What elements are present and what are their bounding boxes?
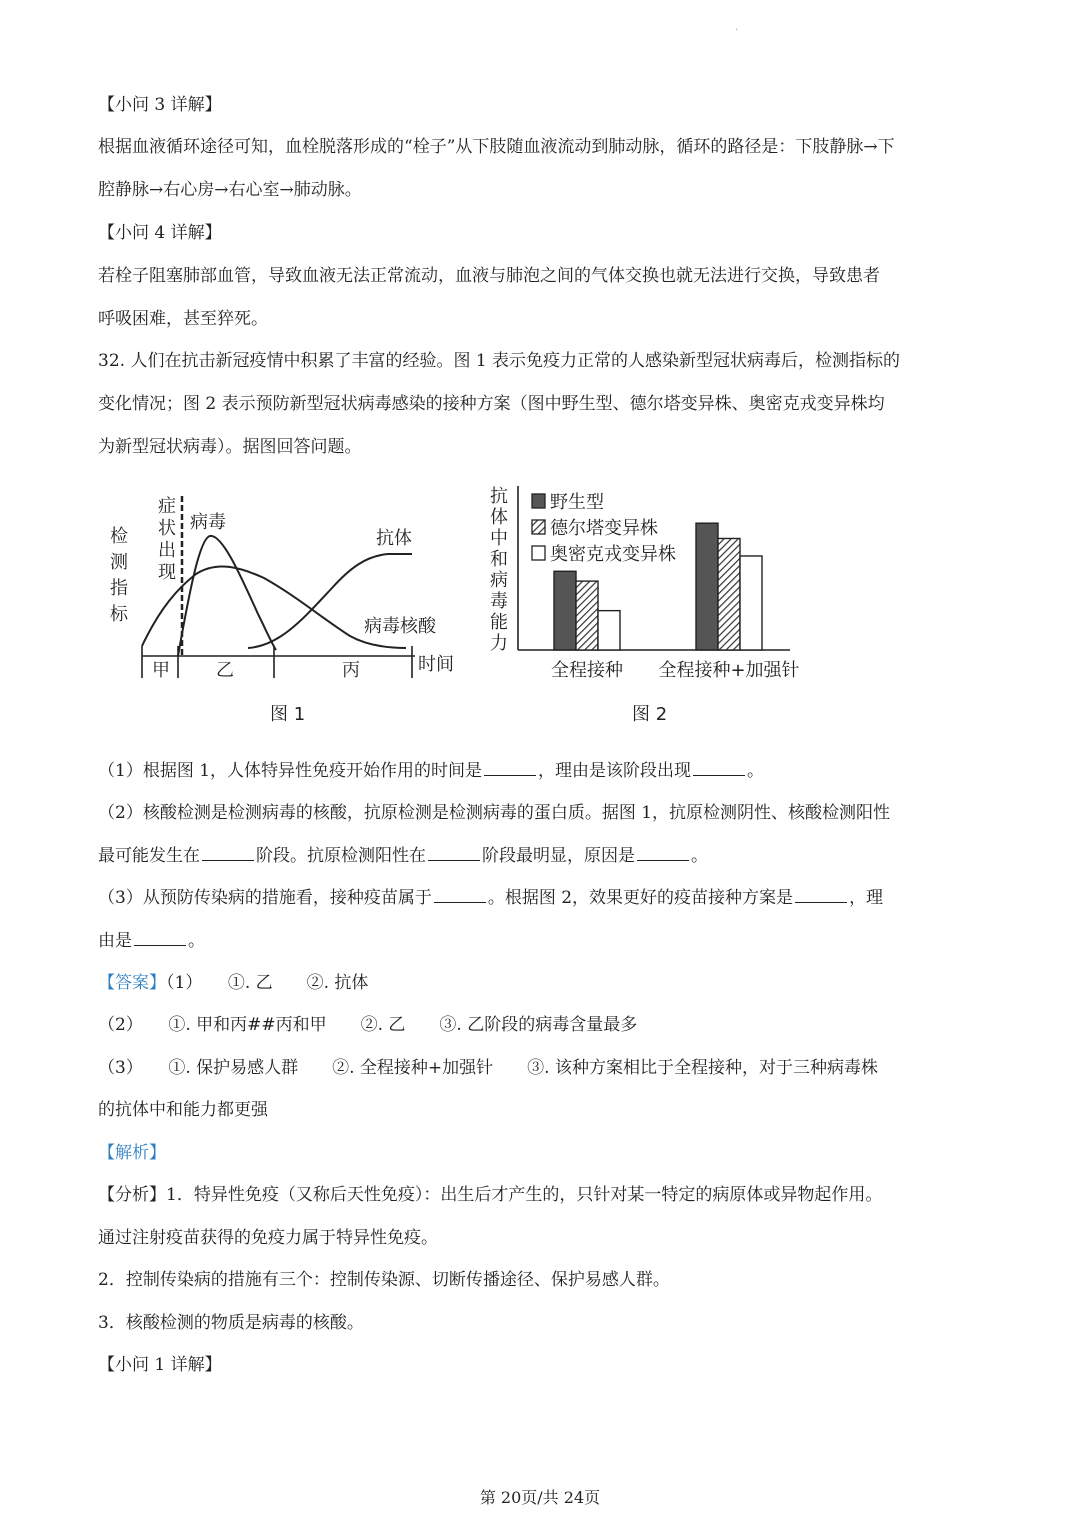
- fig1-ylabel-3: 指: [110, 578, 128, 599]
- fig2-category-label: 全程接种+加强针: [658, 660, 800, 681]
- fig2-ylabel-char: 和: [490, 549, 508, 570]
- fig2-legend-label: 野生型: [550, 492, 604, 513]
- blank-6: [434, 888, 486, 903]
- fig2-ylabel-char: 病: [490, 570, 508, 591]
- blank-7: [795, 888, 847, 903]
- fig2-caption: 图 2: [632, 704, 668, 725]
- analysis-line-1: 【分析】1．特异性免疫（又称后天性免疫）：出生后才产生的，只针对某一特定的病原体或异物起作用。: [98, 1185, 883, 1205]
- fig1-virus-curve: [178, 536, 276, 656]
- q4-text-2: 呼吸困难，甚至猝死。: [98, 309, 268, 329]
- fig1-symptom-4: 现: [158, 562, 176, 583]
- page-footer: 第 20页/共 24页: [479, 1488, 601, 1507]
- subq-3-line2: 由是 。: [98, 931, 205, 951]
- fig2-bar: [718, 538, 740, 650]
- q1-detail-header: 【小问 1 详解】: [98, 1355, 222, 1375]
- figure-2-chart: [480, 478, 820, 728]
- fig2-bar: [740, 556, 762, 650]
- fig2-legend-label: 德尔塔变异株: [550, 518, 658, 539]
- fig1-ylabel-4: 标: [110, 604, 128, 625]
- fig1-stage-bing: 丙: [342, 660, 360, 681]
- q3-text-1: 根据血液循环途径可知，血栓脱落形成的“栓子”从下肢随血液流动到肺动脉，循环的路径是：下肢静脉→下: [98, 137, 895, 157]
- q4-text-1: 若栓子阻塞肺部血管，导致血液无法正常流动，血液与肺泡之间的气体交换也就无法进行交换，导致患者: [98, 266, 880, 286]
- fig2-bar: [598, 611, 620, 650]
- fig2-bar: [554, 571, 576, 650]
- fig2-legend-swatch: [532, 494, 545, 508]
- fig1-ylabel-2: 测: [110, 552, 128, 573]
- q4-header: 【小问 4 详解】: [98, 223, 222, 243]
- blank-3: [202, 846, 254, 861]
- blank-5: [637, 846, 689, 861]
- analysis-line-2: 通过注射疫苗获得的免疫力属于特异性免疫。: [98, 1228, 438, 1248]
- subq-2-line1: （2）核酸检测是检测病毒的核酸，抗原检测是检测病毒的蛋白质。据图 1，抗原检测阴性、核酸检测阳性: [98, 803, 891, 823]
- fig1-stage-yi: 乙: [216, 660, 234, 681]
- fig1-caption: 图 1: [270, 704, 306, 725]
- fig2-category-label: 全程接种: [551, 660, 623, 681]
- fig2-bar: [696, 523, 718, 650]
- fig1-virus-label: 病毒: [190, 512, 226, 533]
- fig1-symptom-3: 出: [158, 540, 176, 561]
- q3-header: 【小问 3 详解】: [98, 95, 222, 115]
- subq-1: （1）根据图 1，人体特异性免疫开始作用的时间是 ，理由是该阶段出现 。: [98, 761, 765, 781]
- fig2-ylabel-char: 能: [490, 612, 508, 633]
- answer-label: 【答案】: [98, 973, 166, 993]
- figure-1: [100, 478, 480, 728]
- fig2-ylabel-char: 体: [490, 507, 508, 528]
- blank-4: [428, 846, 480, 861]
- blank-1: [484, 761, 536, 776]
- blank-2: [693, 761, 745, 776]
- answer-line-1: 【答案】（1） ①. 乙 ②. 抗体: [98, 973, 369, 993]
- fig2-legend-swatch: [532, 520, 545, 534]
- page-dot: .: [735, 22, 739, 33]
- fig1-antibody-label: 抗体: [376, 528, 412, 549]
- answer-line-3: （3） ①. 保护易感人群 ②. 全程接种+加强针 ③. 该种方案相比于全程接种，对于三种病毒株: [98, 1058, 878, 1078]
- analysis-label: 【解析】: [98, 1143, 166, 1163]
- fig2-legend-swatch: [532, 546, 545, 560]
- fig1-ylabel-1: 检: [110, 526, 128, 547]
- fig1-x-label: 时间: [418, 654, 454, 675]
- analysis-line-4: 3．核酸检测的物质是病毒的核酸。: [98, 1313, 364, 1333]
- fig2-ylabel-char: 抗: [490, 486, 508, 507]
- question-text-3: 为新型冠状病毒）。据图回答问题。: [98, 437, 362, 457]
- question-text-2: 变化情况；图 2 表示预防新型冠状病毒感染的接种方案（图中野生型、德尔塔变异株、奥密克戎变异株均: [98, 394, 885, 414]
- fig1-symptom-1: 症: [158, 496, 176, 517]
- fig2-ylabel-char: 毒: [490, 591, 508, 612]
- fig2-bar: [576, 581, 598, 650]
- fig1-symptom-2: 状: [158, 518, 176, 539]
- blank-8: [134, 931, 186, 946]
- fig1-nucleic-label: 病毒核酸: [364, 616, 436, 637]
- fig2-legend-label: 奥密克戎变异株: [550, 544, 676, 565]
- question-text-1: 32. 人们在抗击新冠疫情中积累了丰富的经验。图 1 表示免疫力正常的人感染新型冠状病毒后，检测指标的: [98, 351, 901, 371]
- subq-3-line1: （3）从预防传染病的措施看，接种疫苗属于 。根据图 2，效果更好的疫苗接种方案是 ，理: [98, 888, 884, 908]
- answer-line-4: 的抗体中和能力都更强: [98, 1100, 268, 1120]
- q3-text-2: 腔静脉→右心房→右心室→肺动脉。: [98, 180, 362, 200]
- fig1-stage-jia: 甲: [152, 660, 170, 681]
- fig2-ylabel-char: 中: [490, 528, 508, 549]
- subq-2-line2: 最可能发生在 阶段。抗原检测阳性在 阶段最明显，原因是 。: [98, 846, 708, 866]
- answer-line-2: （2） ①. 甲和丙##丙和甲 ②. 乙 ③. 乙阶段的病毒含量最多: [98, 1015, 638, 1035]
- fig2-ylabel-char: 力: [490, 633, 508, 654]
- analysis-line-3: 2．控制传染病的措施有三个：控制传染源、切断传播途径、保护易感人群。: [98, 1270, 670, 1290]
